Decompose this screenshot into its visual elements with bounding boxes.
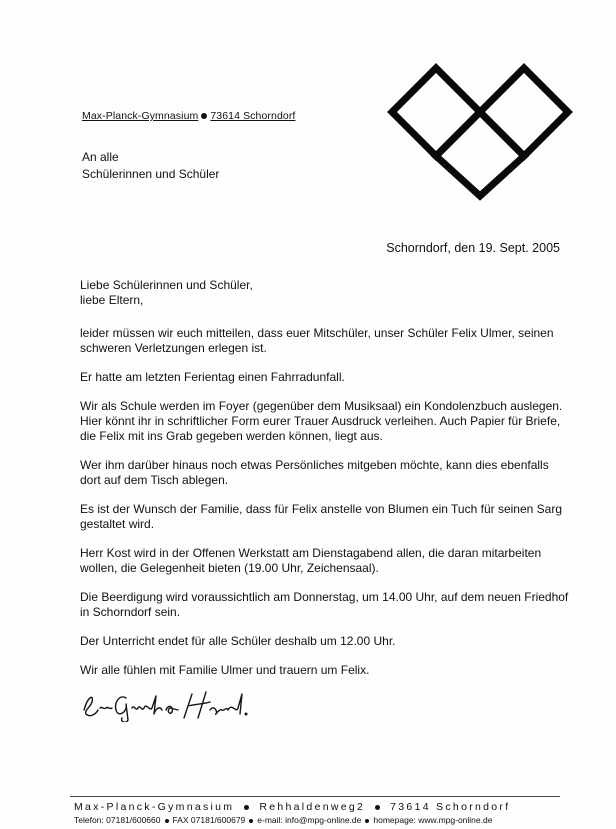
paragraph: Der Unterricht endet für alle Schüler deshalb um 12.00 Uhr. — [80, 634, 396, 648]
footer-contact — [74, 815, 492, 825]
paragraph: Es ist der Wunsch der Familie, dass für Felix anstelle von Blumen ein Tuch für seinen Sarg gestaltet wird. — [80, 502, 562, 531]
letter-body — [80, 278, 570, 692]
three-diamonds-logo-icon — [384, 60, 580, 202]
date-line: Schorndorf, den 19. Sept. 2005 — [386, 241, 560, 255]
bullet-icon — [165, 819, 169, 823]
paragraph: Herr Kost wird in der Offenen Werkstatt am Dienstagabend allen, die daran mitarbeiten wollen, die Gelegenheit bieten (19.00 Uhr, Zeichensaal). — [80, 546, 542, 575]
bullet-icon — [201, 113, 207, 119]
paragraph: Er hatte am letzten Ferientag einen Fahrradunfall. — [80, 370, 345, 384]
letterhead-city: 73614 Schorndorf — [210, 110, 296, 122]
footer-school: Max-Planck-Gymnasium — [74, 801, 235, 813]
greeting-line-1: Liebe Schülerinnen und Schüler, — [80, 278, 253, 292]
footer-fax: FAX 07181/600679 — [172, 815, 246, 825]
footer-phone: Telefon: 07181/600660 — [74, 815, 161, 825]
paragraph: leider müssen wir euch mitteilen, dass euer Mitschüler, unser Schüler Felix Ulmer, seinen schweren Verletzungen erlegen ist. — [80, 326, 554, 355]
bullet-icon — [244, 805, 249, 810]
bullet-icon — [375, 805, 380, 810]
bullet-icon — [365, 819, 369, 823]
footer-homepage: homepage: www.mpg-online.de — [373, 815, 493, 825]
letterhead-sender — [82, 110, 295, 122]
recipient-block — [82, 149, 219, 183]
footer-address — [74, 801, 510, 813]
paragraph: Wir alle fühlen mit Familie Ulmer und trauern um Felix. — [80, 663, 370, 677]
bullet-icon — [249, 819, 253, 823]
greeting-line-2: liebe Eltern, — [80, 293, 144, 307]
paragraph: Wer ihm darüber hinaus noch etwas Persönliches mitgeben möchte, kann dies ebenfalls dort auf dem Tisch ablegen. — [80, 458, 549, 487]
paragraph: Wir als Schule werden im Foyer (gegenüber dem Musiksaal) ein Kondolenzbuch auslegen. Hier könnt ihr in schriftlicher Form eurer Trauer Ausdruck verleihen. Auch Papier für Briefe, die Felix mit ins Grab gegeben werden können, liegt aus. — [80, 399, 563, 443]
greeting — [80, 278, 570, 308]
footer-city: 73614 Schorndorf — [390, 801, 511, 813]
letterhead-school: Max-Planck-Gymnasium — [82, 110, 199, 122]
handwritten-signature — [80, 688, 280, 722]
recipient-line-1: An alle — [82, 150, 119, 164]
footer-divider — [70, 796, 560, 797]
footer-street: Rehhaldenweg2 — [259, 801, 366, 813]
paragraph: Die Beerdigung wird voraussichtlich am Donnerstag, um 14.00 Uhr, auf dem neuen Friedhof in Schorndorf sein. — [80, 590, 569, 619]
footer-email: e-mail: info@mpg-online.de — [257, 815, 362, 825]
recipient-line-2: Schülerinnen und Schüler — [82, 167, 220, 181]
